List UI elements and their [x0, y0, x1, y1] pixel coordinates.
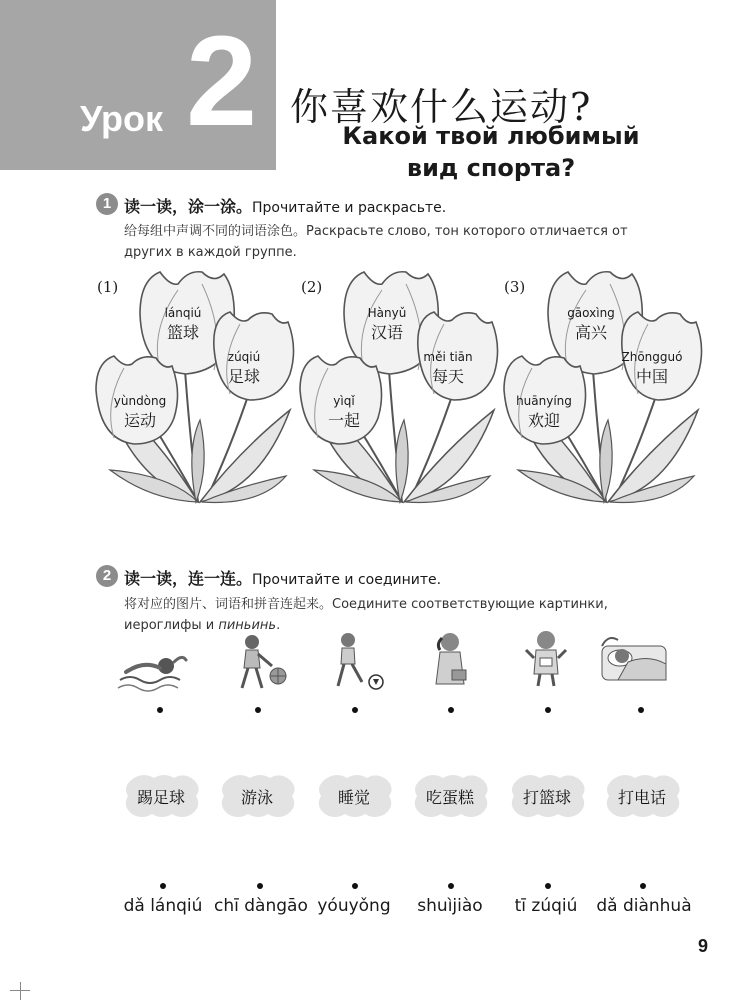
- lesson-word: Урок: [80, 98, 164, 139]
- connect-dot-bottom-6[interactable]: [640, 883, 646, 889]
- connect-dot-bottom-5[interactable]: [545, 883, 551, 889]
- pinyin-1[interactable]: dǎ lánqiú: [123, 896, 203, 916]
- instruction-zh: 给每组中声调不同的词语涂色。: [124, 224, 307, 239]
- tulip-pinyin: Zhōngguó: [621, 350, 683, 364]
- tulip-hanzi: 高兴: [574, 323, 607, 342]
- tulip-pinyin: yùndòng: [113, 394, 167, 408]
- word-badge-3[interactable]: 睡觉: [337, 787, 370, 807]
- exercise-1-title-ru: Прочитайте и раскрасьте.: [252, 200, 447, 216]
- exercise-1-number: 1: [96, 193, 118, 215]
- tulip-hanzi: 一起: [327, 411, 360, 430]
- tulip-pinyin: Hànyǔ: [367, 306, 407, 320]
- connect-dot-bottom-1[interactable]: [160, 883, 166, 889]
- instruction-ru-2: иероглифы и: [124, 618, 215, 633]
- tulip-hanzi: 篮球: [166, 323, 199, 342]
- instruction-ru-italic: пиньинь: [218, 618, 277, 633]
- tulip-pinyin: měi tiān: [423, 350, 473, 364]
- connect-dot-bottom-4[interactable]: [448, 883, 454, 889]
- tulip-pinyin: yìqǐ: [333, 394, 355, 408]
- tulip-pinyin: lánqiú: [164, 306, 202, 320]
- tulip-pinyin: huānyíng: [516, 394, 572, 408]
- connect-dot-bottom-3[interactable]: [352, 883, 358, 889]
- pinyin-3[interactable]: yóuyǒng: [317, 896, 391, 916]
- pinyin-2[interactable]: chī dàngāo: [214, 896, 308, 916]
- exercise-2-instruction: 将对应的图片、词语和拼音连起来。Соедините соответствующие картинки, иероглифы и пиньинь.: [124, 597, 608, 633]
- exercise-2-title-zh: 读一读，连一连。: [124, 569, 253, 588]
- pinyin-4[interactable]: shuìjiào: [417, 896, 483, 916]
- word-badge-4[interactable]: 吃蛋糕: [425, 787, 474, 807]
- instruction-zh: 将对应的图片、词语和拼音连起来。: [124, 597, 333, 612]
- tulip-hanzi: 每天: [431, 367, 464, 386]
- pinyin-5[interactable]: tī zúqiú: [514, 896, 578, 916]
- group-label-1: (1): [97, 278, 119, 296]
- tulip-pinyin: zúqiú: [227, 350, 261, 364]
- tulip-hanzi: 汉语: [370, 323, 403, 342]
- page-title-russian: Какой твой любимый вид спорта?: [342, 122, 640, 182]
- tulip-hanzi: 欢迎: [527, 411, 560, 430]
- exercise-2-title-ru: Прочитайте и соедините.: [252, 572, 442, 588]
- word-badge-6[interactable]: 打电话: [617, 787, 666, 807]
- tulip-pinyin: gāoxìng: [567, 306, 615, 320]
- page-number: 9: [697, 936, 708, 956]
- page-title-chinese: 你喜欢什么运动?: [290, 85, 593, 129]
- instruction-ru-1: Соедините соответствующие картинки,: [332, 597, 608, 612]
- tulip-hanzi: 足球: [227, 367, 260, 386]
- exercise-2-number: 2: [96, 565, 118, 587]
- group-label-2: (2): [301, 278, 323, 296]
- group-label-3: (3): [504, 278, 526, 296]
- word-badge-2[interactable]: 游泳: [240, 787, 273, 807]
- pinyin-6[interactable]: dǎ diànhuà: [596, 896, 692, 916]
- word-badge-5[interactable]: 打篮球: [522, 787, 571, 807]
- exercise-1-title-zh: 读一读，涂一涂。: [124, 197, 253, 216]
- word-badge-1[interactable]: 踢足球: [136, 787, 185, 807]
- instruction-ru: Раскрасьте слово, тон которого отличается от других в каждой группе.: [124, 224, 628, 260]
- connect-dot-bottom-2[interactable]: [257, 883, 263, 889]
- crop-mark: [20, 982, 21, 1000]
- tulip-hanzi: 中国: [635, 367, 668, 386]
- tulip-hanzi: 运动: [123, 411, 156, 430]
- lesson-number: 2: [186, 10, 258, 153]
